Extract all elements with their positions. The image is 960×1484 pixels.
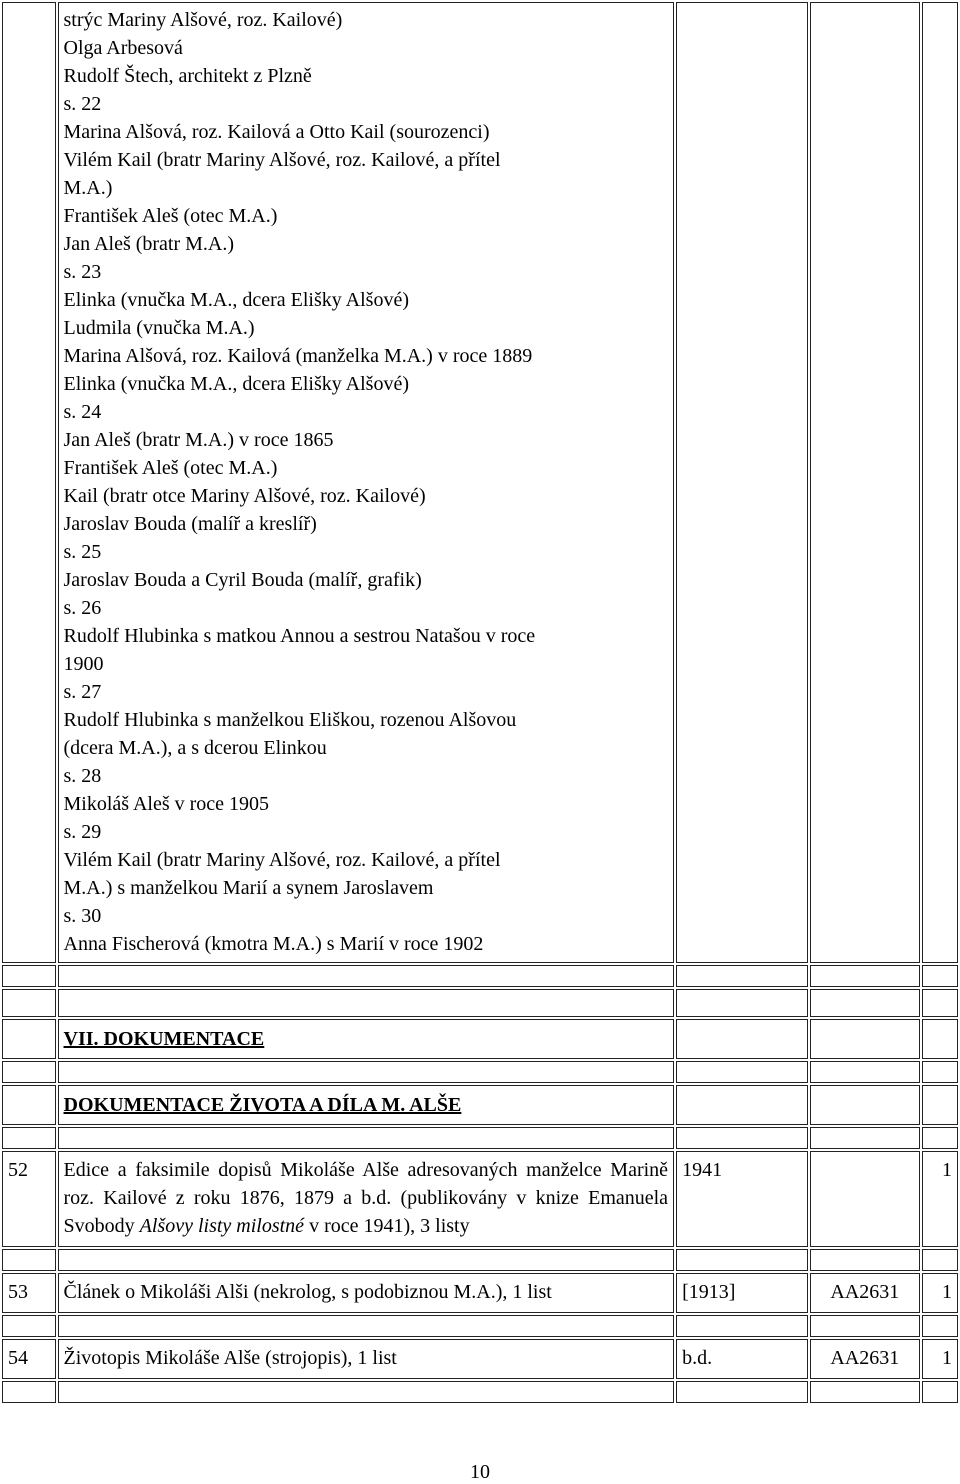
list-item: Marina Alšová, roz. Kailová a Otto Kail (sourozenci) [63,121,490,143]
table-row [2,1315,958,1337]
list-item: Kail (bratr otce Mariny Alšové, roz. Kailové) [63,485,426,507]
list-item: Vilém Kail (bratr Mariny Alšové, roz. Kailové, a přítel [63,149,501,171]
list-item: Jaroslav Bouda a Cyril Bouda (malíř, grafik) [63,569,422,591]
item-signature: AA2631 [810,1339,920,1379]
list-item: Mikoláš Aleš v roce 1905 [63,793,270,815]
table-row [2,1127,958,1149]
item-signature [810,1151,920,1247]
table-row [2,1061,958,1083]
list-item: Elinka (vnučka M.A., dcera Elišky Alšové) [63,289,409,311]
page-ref: s. 30 [63,905,102,927]
list-item: (dcera M.A.), a s dcerou Elinkou [63,737,327,759]
item-description [58,1151,675,1247]
item-number: 52 [2,1151,56,1247]
page-ref: s. 26 [63,597,102,619]
item-count: 1 [922,1339,958,1379]
table-row [2,1381,958,1403]
table-row [2,965,958,987]
page-ref: s. 23 [63,261,102,283]
page-ref: s. 24 [63,401,102,423]
list-item: Rudolf Štech, architekt z Plzně [63,65,312,87]
photo-list-cell [58,2,675,963]
item-date: b.d. [676,1339,808,1379]
table-row [2,1085,958,1125]
list-item: Jan Aleš (bratr M.A.) v roce 1865 [63,429,334,451]
list-item: Rudolf Hlubinka s matkou Annou a sestrou Natašou v roce [63,625,536,647]
page-ref: s. 25 [63,541,102,563]
list-item: Vilém Kail (bratr Mariny Alšové, roz. Kailové, a přítel [63,849,501,871]
list-item: Rudolf Hlubinka s manželkou Eliškou, rozenou Alšovou [63,709,517,731]
table-row [2,1151,958,1247]
list-item: František Aleš (otec M.A.) [63,457,278,479]
list-item: František Aleš (otec M.A.) [63,205,278,227]
date-cell [676,2,808,963]
page-ref: s. 27 [63,681,102,703]
item-count: 1 [922,1151,958,1247]
list-item: Anna Fischerová (kmotra M.A.) s Marií v roce 1902 [63,933,484,955]
number-cell [2,2,56,963]
list-item: Ludmila (vnučka M.A.) [63,317,255,339]
item-description-text: Edice a faksimile dopisů Mikoláše Alše adresovaných manželce Marině roz. Kailové z roku 1876, 1879 a b.d. (publikovány v knize Emanuela Svobody [63,1159,669,1237]
item-date: [1913] [676,1273,808,1313]
list-item: Jan Aleš (bratr M.A.) [63,233,235,255]
list-item: 1900 [63,653,104,675]
item-signature: AA2631 [810,1273,920,1313]
item-description: Článek o Mikoláši Alši (nekrolog, s podobiznou M.A.), 1 list [58,1273,675,1313]
table-row [2,989,958,1017]
book-title: Alšovy listy milostné [139,1215,305,1237]
item-number: 54 [2,1339,56,1379]
list-item: Olga Arbesová [63,37,183,59]
item-description-text: v roce 1941), 3 listy [304,1215,470,1237]
count-cell [922,2,958,963]
page-ref: s. 28 [63,765,102,787]
signature-cell [810,2,920,963]
section-subheading: DOKUMENTACE ŽIVOTA A DÍLA M. ALŠE [58,1085,675,1125]
item-description: Životopis Mikoláše Alše (strojopis), 1 list [58,1339,675,1379]
list-item: Marina Alšová, roz. Kailová (manželka M.A.) v roce 1889 [63,345,533,367]
table-row [2,1273,958,1313]
list-item: strýc Mariny Alšové, roz. Kailové) [63,9,343,31]
item-number: 53 [2,1273,56,1313]
table-row [2,2,958,963]
table-row [2,1339,958,1379]
table-row [2,1249,958,1271]
list-item: Jaroslav Bouda (malíř a kreslíř) [63,513,317,535]
list-item: M.A.) s manželkou Marií a synem Jaroslavem [63,877,434,899]
list-item: M.A.) [63,177,113,199]
page-ref: s. 22 [63,93,102,115]
item-date: 1941 [676,1151,808,1247]
page-number: 10 [470,1461,490,1483]
list-item: Elinka (vnučka M.A., dcera Elišky Alšové) [63,373,409,395]
page-ref: s. 29 [63,821,102,843]
section-heading: VII. DOKUMENTACE [58,1019,675,1059]
table-row [2,1019,958,1059]
item-count: 1 [922,1273,958,1313]
